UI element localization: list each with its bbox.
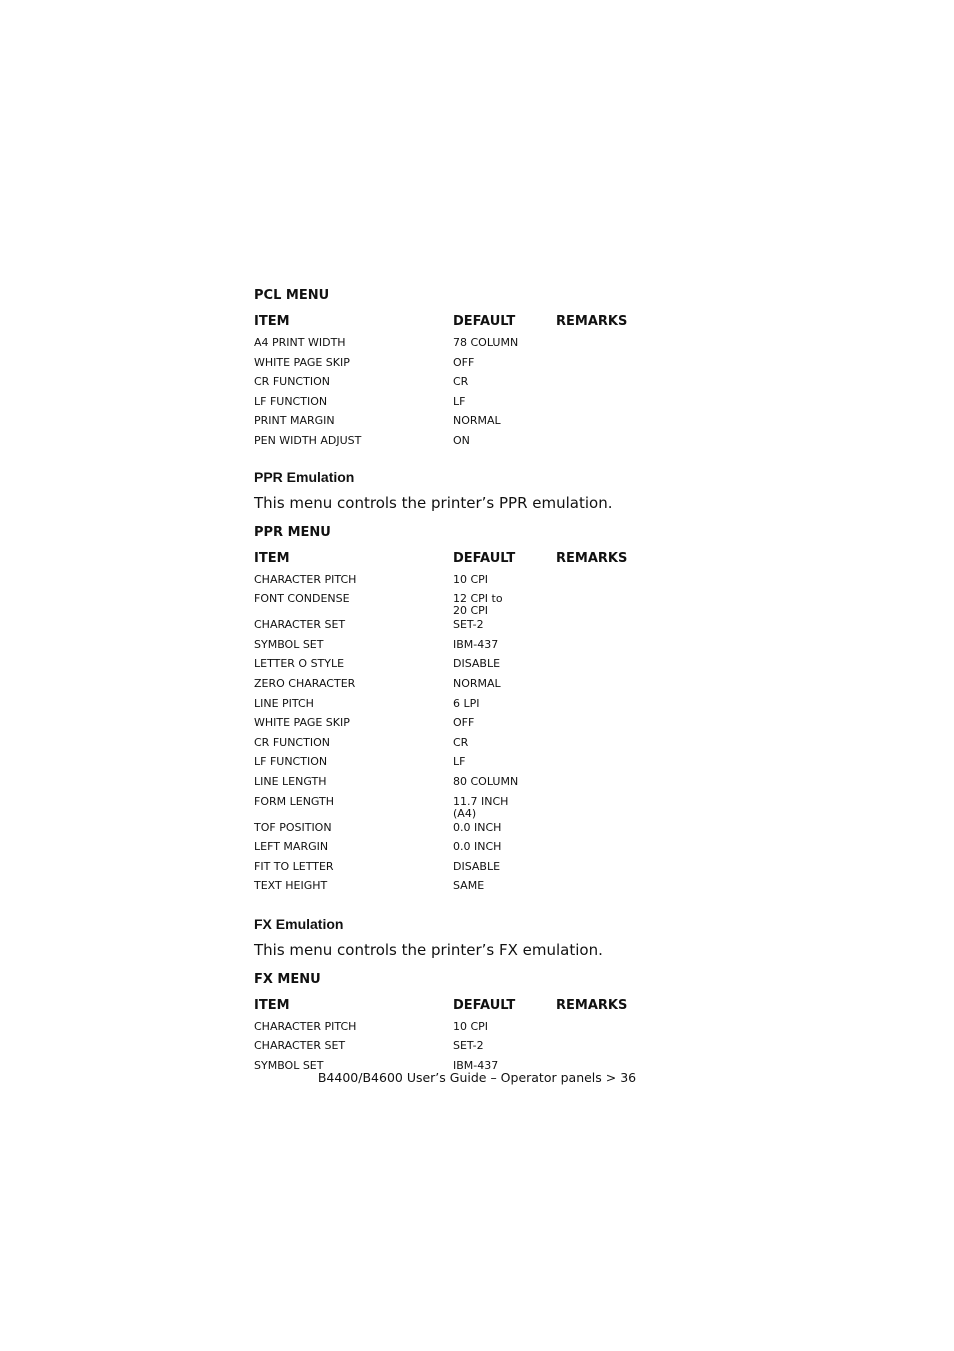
table-row [254, 859, 676, 879]
item-cell: WHITE PAGE SKIP [254, 355, 350, 369]
remarks-cell [556, 820, 676, 840]
ppr-emulation-description: This menu controls the printer’s PPR emulation. [254, 493, 613, 512]
default-cell: 80 COLUMN [453, 774, 519, 788]
fx-menu-title: FX MENU [254, 971, 321, 987]
table-row [254, 878, 676, 898]
ppr-menu-table [254, 551, 676, 898]
default-cell: 0.0 INCH [453, 840, 502, 854]
header-item: ITEM [254, 550, 290, 566]
default-cell: IBM-437 [453, 1059, 499, 1073]
remarks-cell [556, 413, 676, 433]
remarks-cell [556, 572, 676, 592]
item-cell: FONT CONDENSE [254, 592, 350, 606]
item-cell: TOF POSITION [254, 820, 332, 834]
fx-emulation-heading: FX Emulation [254, 915, 344, 932]
item-cell: LF FUNCTION [254, 755, 328, 769]
table-row [254, 335, 676, 355]
remarks-cell [556, 754, 676, 774]
default-cell: SET-2 [453, 618, 484, 632]
default-cell: OFF [453, 355, 475, 369]
remarks-cell [556, 433, 676, 453]
ppr-menu-title: PPR MENU [254, 524, 331, 540]
header-remarks: REMARKS [556, 550, 628, 566]
table-row [254, 754, 676, 774]
table-header-row [254, 551, 676, 572]
ppr-emulation-heading: PPR Emulation [254, 468, 355, 485]
page-content [254, 288, 704, 1078]
page-footer: B4400/B4600 User’s Guide – Operator panels > 36 [317, 1070, 637, 1085]
fx-menu-section [254, 972, 704, 1078]
pcl-menu-section [254, 288, 704, 453]
item-cell: CHARACTER SET [254, 618, 346, 632]
pcl-menu-table [254, 314, 676, 453]
table-row [254, 637, 676, 657]
default-cell: NORMAL [453, 414, 501, 428]
item-cell: CHARACTER PITCH [254, 1019, 357, 1033]
default-cell: IBM-437 [453, 637, 499, 651]
default-cell: DISABLE [453, 859, 501, 873]
header-remarks: REMARKS [556, 314, 628, 329]
remarks-cell [556, 859, 676, 879]
item-cell: SYMBOL SET [254, 637, 324, 651]
item-cell: A4 PRINT WIDTH [254, 336, 346, 349]
table-row [254, 591, 676, 617]
item-cell: TEXT HEIGHT [254, 879, 328, 893]
table-row [254, 696, 676, 716]
default-cell: 12 CPI to 20 CPI [453, 592, 503, 618]
item-cell: CR FUNCTION [254, 375, 330, 389]
default-cell: 6 LPI [453, 696, 480, 710]
item-cell: LEFT MARGIN [254, 840, 329, 854]
item-cell: CR FUNCTION [254, 735, 330, 749]
remarks-cell [556, 774, 676, 794]
table-row [254, 617, 676, 637]
table-row [254, 774, 676, 794]
fx-emulation-description: This menu controls the printer’s FX emulation. [254, 940, 603, 959]
header-default: DEFAULT [453, 314, 516, 329]
item-cell: WHITE PAGE SKIP [254, 716, 350, 730]
table-row [254, 794, 676, 820]
default-cell: SET-2 [453, 1039, 484, 1053]
table-header-row [254, 314, 676, 335]
default-cell: CR [453, 375, 469, 389]
default-cell: OFF [453, 716, 475, 730]
table-row [254, 413, 676, 433]
table-row [254, 355, 676, 375]
default-cell: 11.7 INCH (A4) [453, 794, 509, 820]
default-cell: LF [453, 755, 466, 769]
remarks-cell [556, 794, 676, 820]
table-row [254, 394, 676, 414]
ppr-emulation-section [254, 469, 704, 512]
table-row [254, 374, 676, 394]
table-row [254, 656, 676, 676]
header-default: DEFAULT [453, 997, 516, 1013]
item-cell: FORM LENGTH [254, 794, 335, 808]
default-cell: 10 CPI [453, 1019, 489, 1033]
table-row [254, 839, 676, 859]
remarks-cell [556, 1019, 676, 1039]
table-row [254, 433, 676, 453]
item-cell: LETTER O STYLE [254, 657, 345, 671]
default-cell: LF [453, 394, 466, 408]
header-item: ITEM [254, 314, 290, 329]
item-cell: CHARACTER PITCH [254, 572, 357, 586]
remarks-cell [556, 878, 676, 898]
default-cell: ON [453, 433, 470, 447]
default-cell: 0.0 INCH [453, 820, 502, 834]
default-cell: NORMAL [453, 676, 501, 690]
fx-emulation-section [254, 916, 704, 959]
header-remarks: REMARKS [556, 997, 628, 1013]
item-cell: LINE PITCH [254, 696, 314, 710]
remarks-cell [556, 355, 676, 375]
item-cell: LINE LENGTH [254, 774, 327, 788]
table-row [254, 735, 676, 755]
item-cell: FIT TO LETTER [254, 859, 334, 873]
table-row [254, 572, 676, 592]
item-cell: PRINT MARGIN [254, 414, 335, 428]
pcl-menu-title: PCL MENU [254, 288, 330, 303]
remarks-cell [556, 637, 676, 657]
remarks-cell [556, 656, 676, 676]
remarks-cell [556, 715, 676, 735]
ppr-menu-section [254, 525, 704, 898]
header-item: ITEM [254, 997, 290, 1013]
remarks-cell [556, 617, 676, 637]
table-header-row [254, 998, 676, 1019]
remarks-cell [556, 676, 676, 696]
remarks-cell [556, 591, 676, 617]
remarks-cell [556, 735, 676, 755]
item-cell: CHARACTER SET [254, 1039, 346, 1053]
remarks-cell [556, 839, 676, 859]
table-row [254, 676, 676, 696]
default-cell: DISABLE [453, 657, 501, 671]
default-cell: CR [453, 735, 469, 749]
default-cell: SAME [453, 879, 485, 893]
default-cell: 10 CPI [453, 572, 489, 586]
table-row [254, 715, 676, 735]
item-cell: ZERO CHARACTER [254, 676, 356, 690]
item-cell: LF FUNCTION [254, 394, 328, 408]
table-row [254, 820, 676, 840]
remarks-cell [556, 696, 676, 716]
header-default: DEFAULT [453, 550, 516, 566]
table-row [254, 1019, 676, 1039]
remarks-cell [556, 1038, 676, 1058]
remarks-cell [556, 394, 676, 414]
table-row [254, 1038, 676, 1058]
fx-menu-table [254, 998, 676, 1078]
remarks-cell [556, 335, 676, 355]
item-cell: PEN WIDTH ADJUST [254, 433, 362, 447]
remarks-cell [556, 374, 676, 394]
default-cell: 78 COLUMN [453, 336, 519, 349]
item-cell: SYMBOL SET [254, 1059, 324, 1073]
